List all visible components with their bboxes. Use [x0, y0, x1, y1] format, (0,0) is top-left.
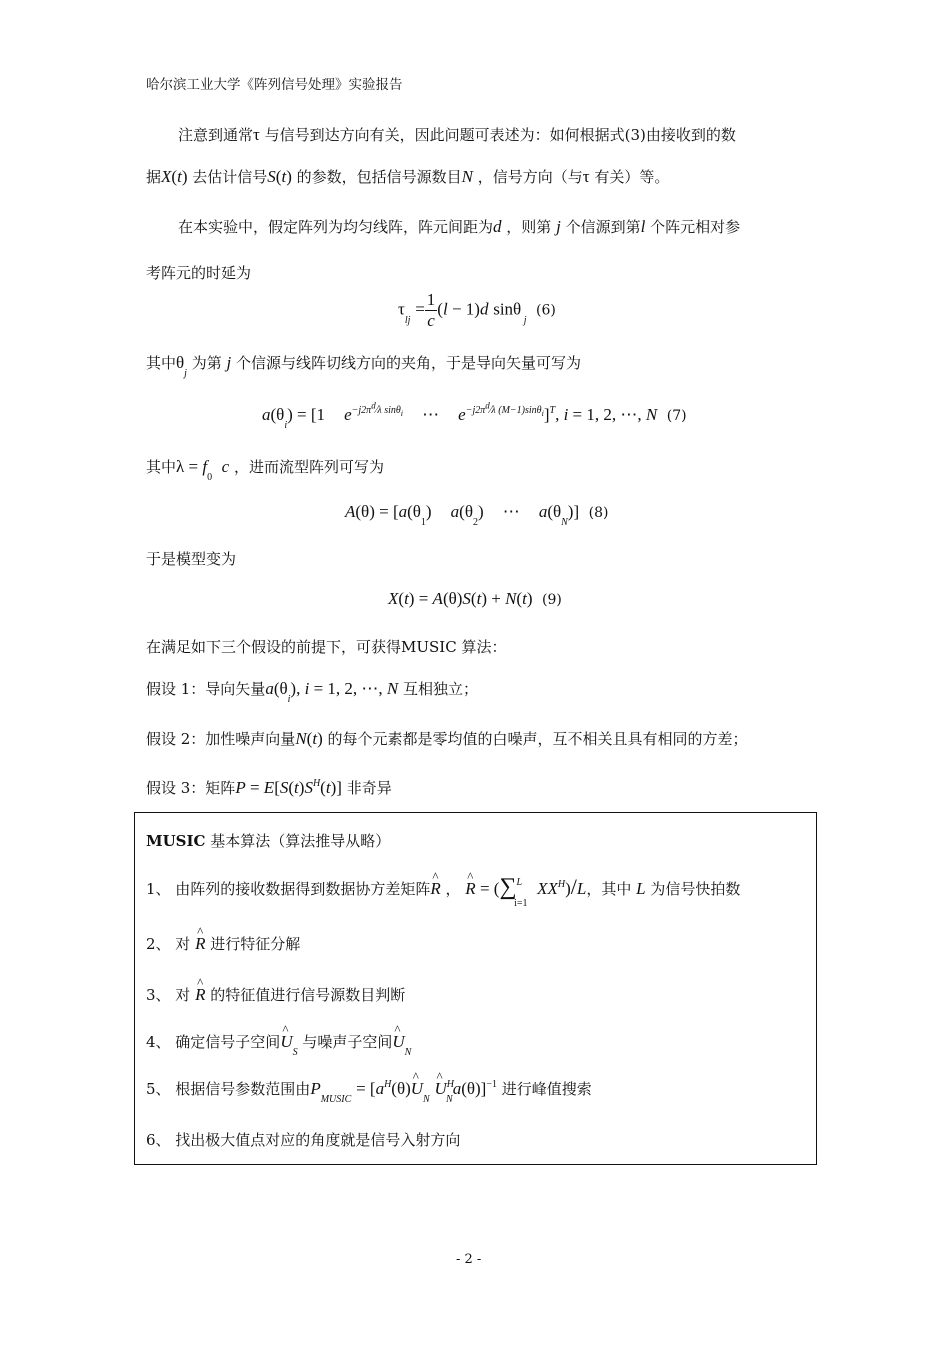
- paragraph-line-1: 注意到通常τ 与信号到达方向有关，因此问题可表述为：如何根据式(3)由接收到的数: [178, 125, 736, 144]
- box-step-1: 1、 由阵列的接收数据得到数据协方差矩阵^ R ， ^ R = (∑$^L_{i=1}$ $XX^H)/L$，其中 L 为信号快拍数: [146, 874, 740, 901]
- assumption-2: 假设 2：加性噪声向量N(t) 的每个元素都是零均值的白噪声，互不相关且具有相同的方差；: [146, 729, 748, 748]
- equation-6: $\tau_{lj}$ = $\frac{1}{c}$ (l − 1)d sinθ $_j$ (6): [398, 290, 556, 330]
- paragraph-line-2: 据X(t) 去估计信号S(t) 的参数，包括信号源数目N ，信号方向（与τ 有关）等。: [146, 167, 670, 186]
- page-number: - 2 -: [456, 1252, 482, 1267]
- paragraph-line-4: 考阵元的时延为: [146, 264, 252, 282]
- paragraph-line-3: 在本实验中，假定阵列为均匀线阵，阵元间距为d ，则第 j 个信源到第l 个阵元相对参: [178, 217, 741, 236]
- assumption-1: 假设 1：导向矢量$a(\theta_i)$, i = 1, 2, ⋯, N 互相独立；: [146, 679, 479, 705]
- box-step-2: 2、 对 ^ R 进行特征分解: [146, 933, 300, 954]
- equation-9: X(t) = A(θ)S(t) + N(t) (9): [388, 589, 562, 608]
- paragraph-line-5: 其中$\theta_j$ 为第 j 个信源与线阵切线方向的夹角，于是导向矢量可写为: [146, 353, 582, 379]
- paragraph-line-8: 在满足如下三个假设的前提下，可获得MUSIC 算法：: [146, 638, 507, 656]
- equation-7: $a(\theta_i) = [1$ $e^{-j2\pi^d⁄\lambda sin\theta_i}$ ⋯ $e^{-j2\pi^d⁄\lambda (M-1)sin\theta_i}]^T$, i = 1, 2, ⋯, N (7): [262, 400, 687, 431]
- paragraph-line-6: 其中$\lambda = f_0$ c ，进而流型阵列可写为: [146, 457, 384, 483]
- box-step-6: 6、 找出极大值点对应的角度就是信号入射方向: [146, 1131, 461, 1149]
- box-title: MUSIC 基本算法（算法推导从略）: [146, 832, 391, 850]
- box-step-5: 5、 根据信号参数范围由$P_{MUSIC}$ = [$a^H(\theta)\^{}$ $U_N$ ^ $U^H_Na(\theta)]^{-1}$ 进行峰值搜索: [146, 1078, 592, 1099]
- paragraph-line-7: 于是模型变为: [146, 550, 237, 568]
- box-step-3: 3、 对 ^ R 的特征值进行信号源数目判断: [146, 984, 405, 1005]
- box-step-4: 4、 确定信号子空间^ $U_S$ 与噪声子空间^ $U_N$: [146, 1031, 411, 1052]
- tau-symbol: τ: [253, 125, 260, 144]
- assumption-3: 假设 3：矩阵$P = E[S(t)S^H(t)]$ 非奇异: [146, 778, 392, 797]
- equation-8: $A(\theta) = [a(\theta_1)$ $a(\theta_2)$ ⋯ $a(\theta_N)$] (8): [345, 502, 609, 528]
- page-header: 哈尔滨工业大学《阵列信号处理》实验报告: [146, 77, 403, 93]
